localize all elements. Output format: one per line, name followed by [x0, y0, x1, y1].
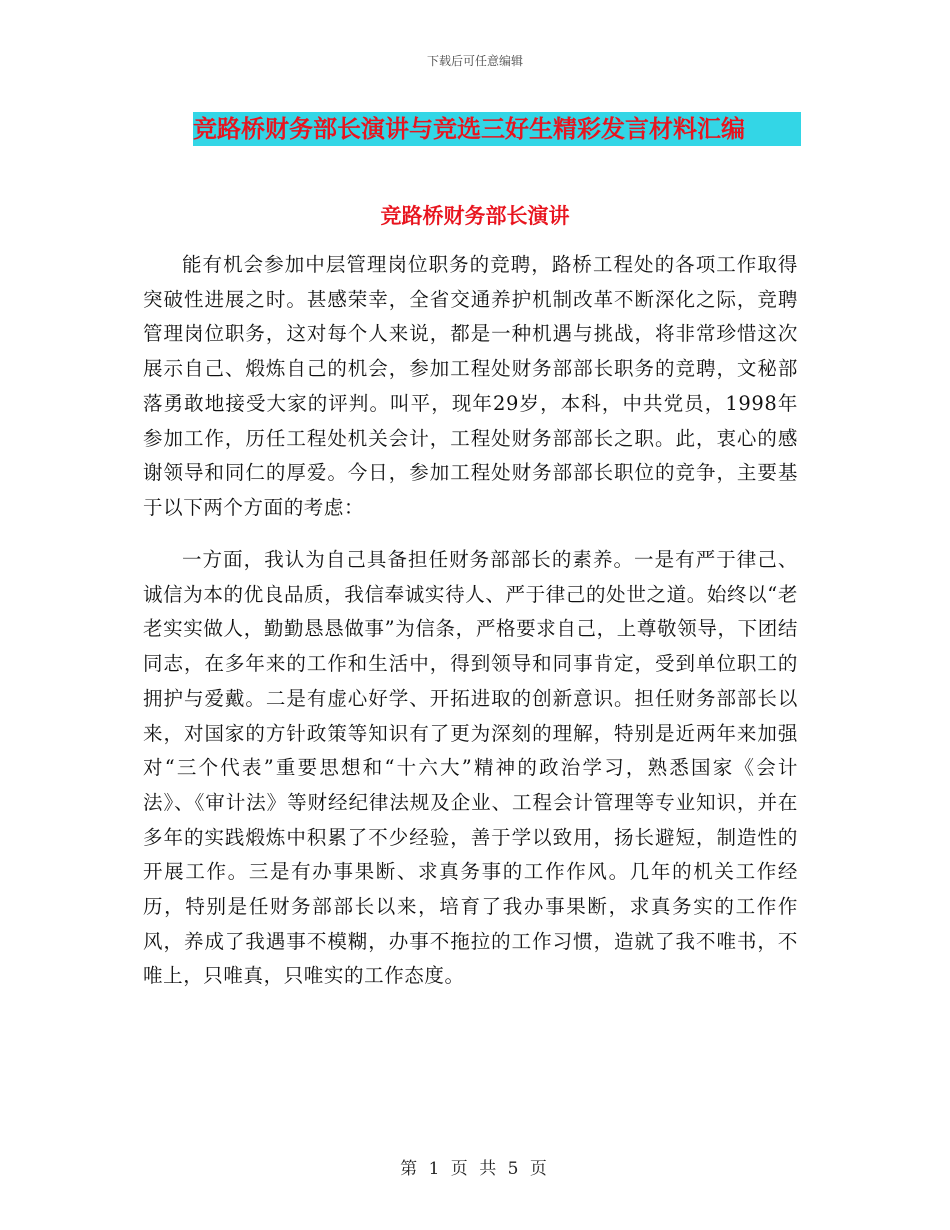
body-paragraph-1	[143, 248, 798, 526]
header-note: 下载后可任意编辑	[426, 54, 523, 68]
paragraph-text: 能有机会参加中层管理岗位职务的竞聘，路桥工程处的各项工作取得突破性进展之时。甚感荣幸，全省交通养护机制改革不断深化之际，竞聘管理岗位职务，这对每个人来说，都是一种机遇与挑战，将非常珍惜这次展示自己、煅炼自己的机会，参加工程处财务部部长职务的竞聘，文秘部落勇敢地接受大家的评判。叫平，现年29岁，本科，中共党员，1998年参加工作，历任工程处机关会计，工程处财务部部长之职。此，衷心的感谢领导和同仁的厚爱。今日，参加工程处财务部部长职位的竞争，主要基于以下两个方面的考虑：	[143, 253, 798, 519]
paragraph-text: 一方面，我认为自己具备担任财务部部长的素养。一是有严于律己、诚信为本的优良品质，我信奉诚实待人、严于律己的处世之道。始终以“老老实实做人，勤勤恳恳做事”为信条，严格要求自己，上尊敬领导，下团结同志，在多年来的工作和生活中，得到领导和同事肯定，受到单位职工的拥护与爱戴。二是有虚心好学、开拓进取的创新意识。担任财务部部长以来，对国家的方针政策等知识有了更为深刻的理解，特别是近两年来加强对“三个代表”重要思想和“十六大”精神的政治学习，熟悉国家《会计法》、《审计法》等财经纪律法规及企业、工程会计管理等专业知识，并在多年的实践煅炼中积累了不少经验，善于学以致用，扬长避短，制造性的开展工作。三是有办事果断、求真务事的工作作风。几年的机关工作经历，特别是任财务部部长以来，培育了我办事果断，求真务实的工作作风，养成了我遇事不模糊，办事不拖拉的工作习惯，造就了我不唯书，不唯上，只唯真，只唯实的工作态度。	[143, 548, 798, 988]
main-title-highlight	[193, 112, 801, 146]
page-number: 第 1 页 共 5 页	[400, 1159, 550, 1179]
body-paragraph-2	[143, 543, 798, 994]
section-title: 竞路桥财务部长演讲	[380, 203, 570, 228]
main-title: 竞路桥财务部长演讲与竞选三好生精彩发言材料汇编	[193, 114, 745, 143]
